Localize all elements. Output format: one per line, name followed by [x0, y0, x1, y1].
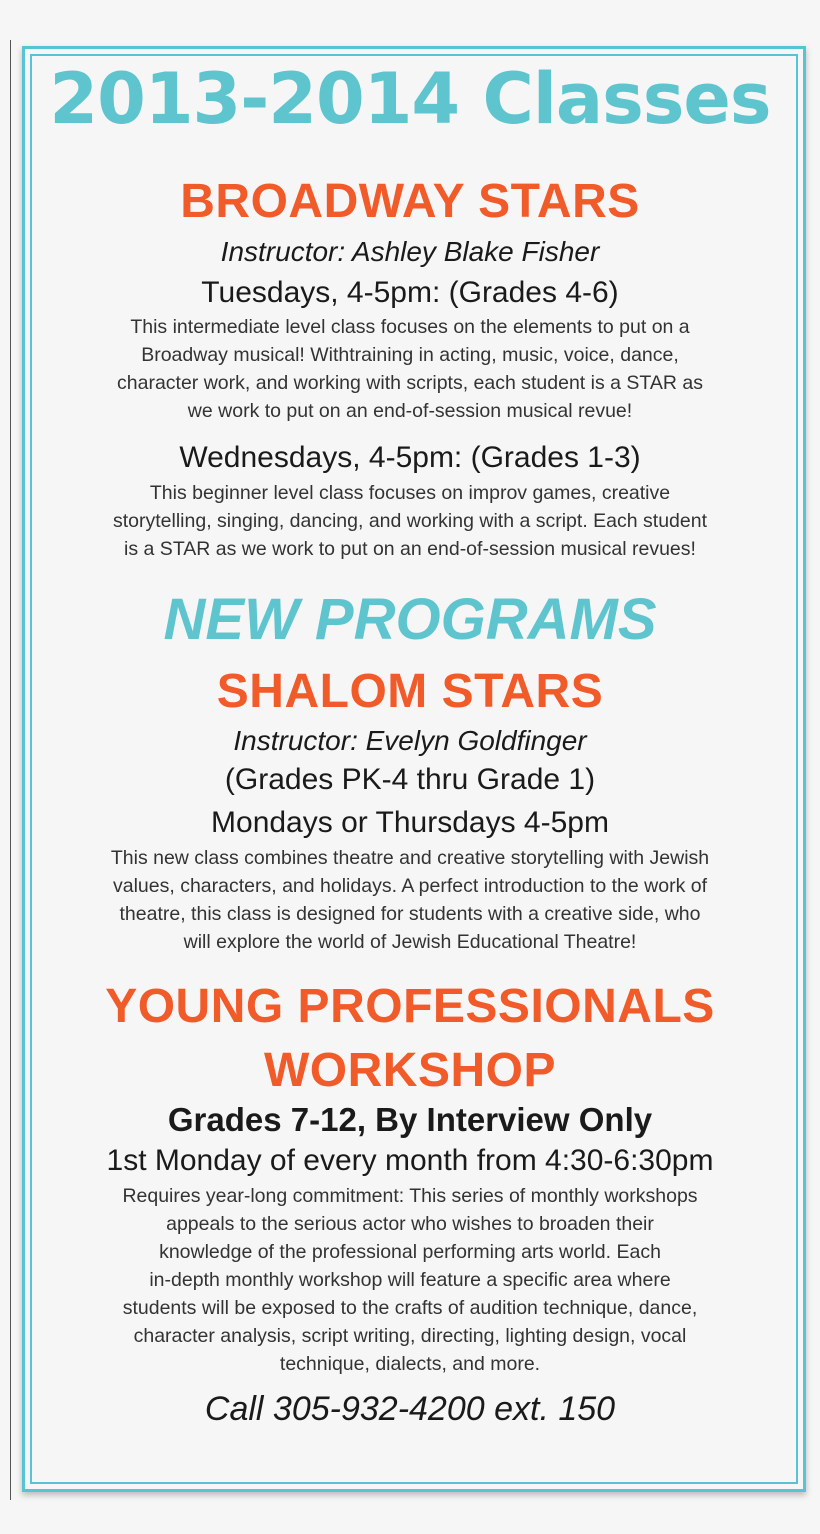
broadway-session2-time: Wednesdays, 4-5pm: (Grades 1-3)	[179, 441, 641, 474]
broadway-session1-desc-line: we work to put on an end-of-session musical revue!	[187, 400, 633, 422]
shalom-schedule: Mondays or Thursdays 4-5pm	[211, 806, 609, 839]
new-programs-heading: NEW PROGRAMS	[163, 587, 657, 652]
shalom-desc-line: will explore the world of Jewish Educational Theatre!	[183, 931, 637, 953]
broadway-session1-desc-line: Broadway musical! Withtraining in acting, music, voice, dance,	[141, 344, 679, 366]
shalom-instructor: Instructor: Evelyn Goldfinger	[233, 725, 587, 756]
young-professionals-heading: YOUNG PROFESSIONALS	[105, 980, 715, 1033]
broadway-session1-time: Tuesdays, 4-5pm: (Grades 4-6)	[201, 276, 619, 309]
broadway-session2-desc-line: This beginner level class focuses on improv games, creative	[149, 482, 671, 504]
young-pro-desc-line: in-depth monthly workshop will feature a specific area where	[149, 1269, 671, 1291]
page-title: 2013-2014 Classes	[49, 58, 771, 140]
young-pro-desc-line: technique, dialects, and more.	[279, 1353, 541, 1375]
shalom-desc-line: values, characters, and holidays. A perfect introduction to the work of	[113, 875, 707, 897]
broadway-stars-heading: BROADWAY STARS	[180, 175, 640, 228]
young-pro-desc-line: students will be exposed to the crafts of audition technique, dance,	[122, 1297, 698, 1319]
shalom-desc-line: theatre, this class is designed for students with a creative side, who	[119, 903, 701, 925]
young-pro-schedule: 1st Monday of every month from 4:30-6:30pm	[106, 1144, 714, 1177]
broadway-instructor: Instructor: Ashley Blake Fisher	[220, 236, 600, 267]
young-pro-desc-line: knowledge of the professional performing arts world. Each	[159, 1241, 661, 1263]
young-pro-desc-line: character analysis, script writing, directing, lighting design, vocal	[133, 1325, 687, 1347]
broadway-session1-desc-line: character work, and working with scripts, each student is a STAR as	[117, 372, 703, 394]
young-pro-desc-line: appeals to the serious actor who wishes to broaden their	[166, 1213, 654, 1235]
young-pro-desc-line: Requires year-long commitment: This series of monthly workshops	[122, 1185, 698, 1207]
shalom-grades: (Grades PK-4 thru Grade 1)	[224, 763, 596, 796]
broadway-session2-desc-line: is a STAR as we work to put on an end-of-session musical revues!	[124, 538, 696, 560]
shalom-desc-line: This new class combines theatre and creative storytelling with Jewish	[110, 847, 710, 869]
workshop-heading: WORKSHOP	[264, 1044, 556, 1097]
contact-phone: Call 305-932-4200 ext. 150	[204, 1390, 616, 1428]
broadway-session1-desc-line: This intermediate level class focuses on the elements to put on a	[130, 316, 690, 338]
young-pro-grades: Grades 7-12, By Interview Only	[167, 1101, 653, 1138]
shalom-stars-heading: SHALOM STARS	[216, 665, 604, 718]
broadway-session2-desc-line: storytelling, singing, dancing, and working with a script. Each student	[113, 510, 707, 532]
